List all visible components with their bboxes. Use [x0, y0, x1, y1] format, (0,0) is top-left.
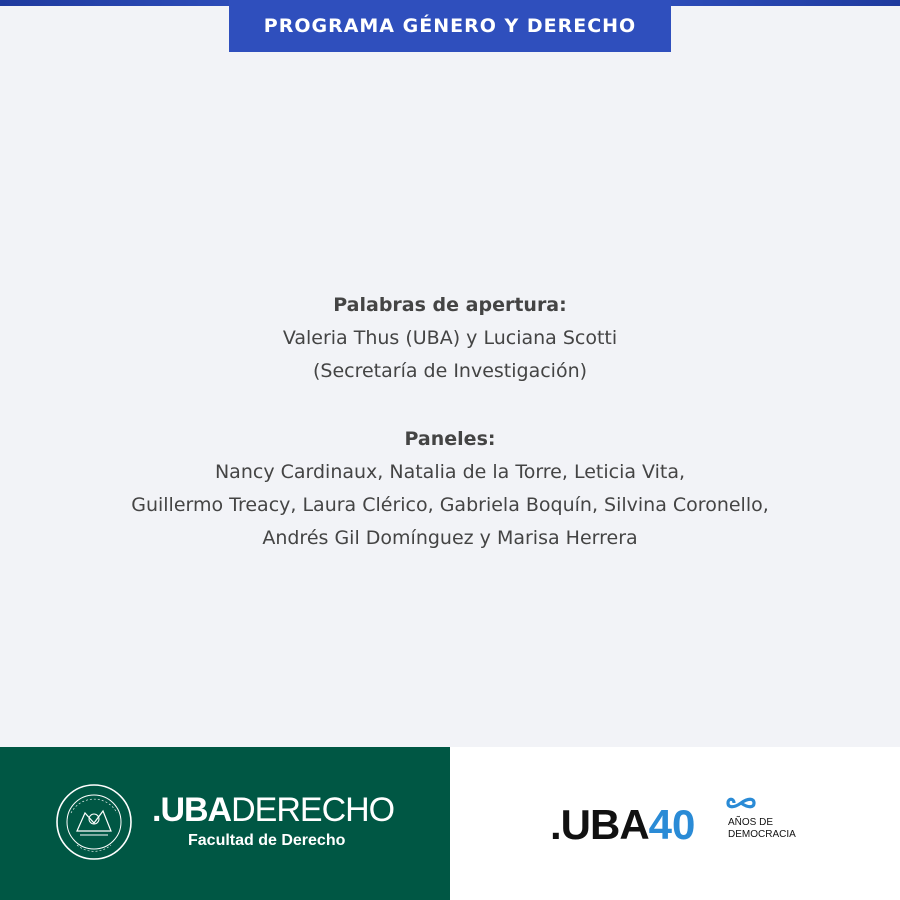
uba-derecho-brand-thin: DERECHO: [231, 791, 395, 829]
panels-line-3: Andrés Gil Domínguez y Marisa Herrera: [262, 527, 638, 549]
uba-derecho-logo: [152, 791, 394, 830]
panels-line-1: Nancy Cardinaux, Natalia de la Torre, Leticia Vita,: [214, 461, 686, 483]
infinity-icon: [726, 795, 756, 811]
uba40-tagline-line2: DEMOCRACIA: [728, 829, 796, 840]
uba40-brand: .UBA: [550, 801, 649, 848]
panels-line-2: Guillermo Treacy, Laura Clérico, Gabriela Boquín, Silvina Coronello,: [131, 494, 769, 516]
opening-heading: Palabras de apertura:: [333, 294, 567, 316]
footer-uba40: [450, 747, 900, 900]
opening-line-2: (Secretaría de Investigación): [312, 360, 588, 382]
program-title: PROGRAMA GÉNERO Y DERECHO: [263, 15, 637, 37]
uba40-logo: [550, 801, 695, 851]
footer-uba-derecho: [0, 747, 450, 900]
faculty-seal-icon: [55, 783, 133, 861]
panels-heading: Paneles:: [404, 428, 496, 450]
uba-derecho-brand-bold: .UBA: [152, 791, 232, 829]
uba40-tagline-line1: AÑOS DE: [728, 817, 774, 828]
uba40-tagline: [728, 817, 796, 841]
opening-line-1: Valeria Thus (UBA) y Luciana Scotti: [282, 327, 618, 349]
uba40-number: 40: [648, 801, 696, 848]
facultad-subtitle: Facultad de Derecho: [188, 832, 346, 849]
program-badge: [229, 0, 671, 52]
event-details: [0, 288, 900, 555]
